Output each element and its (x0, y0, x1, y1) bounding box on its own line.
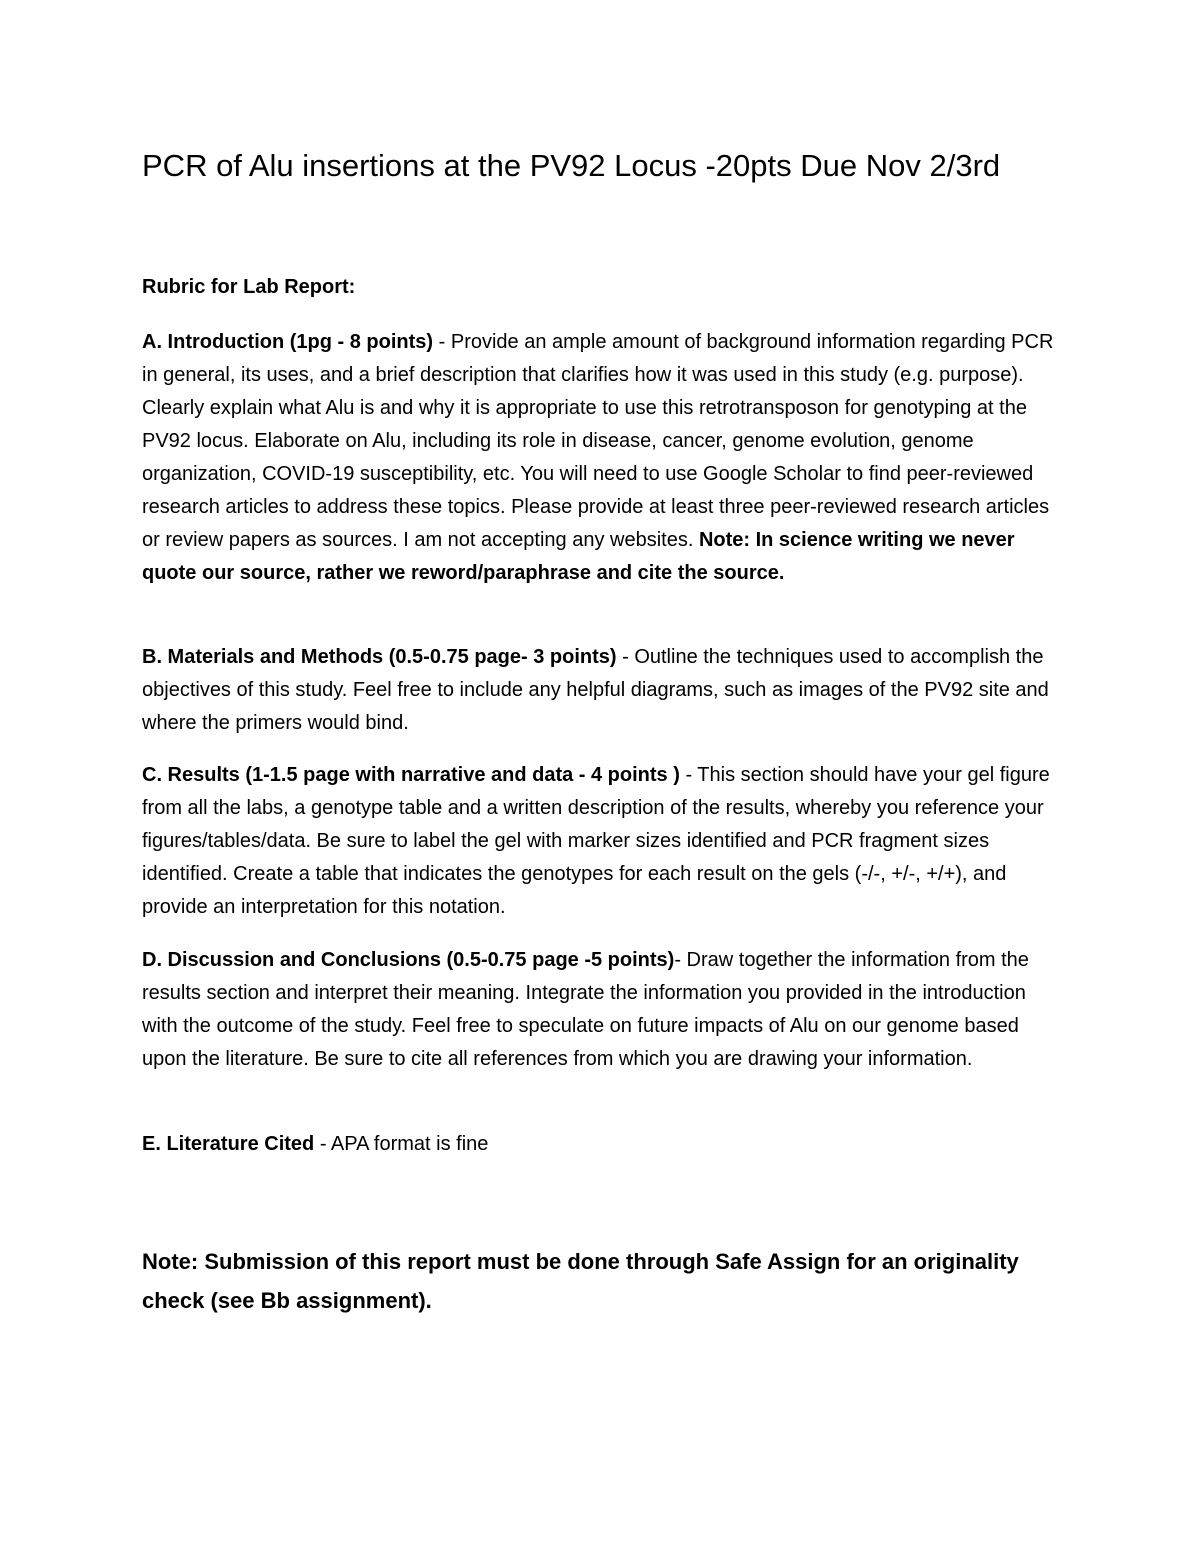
section-literature-cited (142, 1128, 1062, 1161)
section-heading: C. Results (1-1.5 page with narrative and data - 4 points ) (142, 764, 680, 786)
section-body: - Draw together the information from the results section and interpret their meaning. Integrate the information you provided in the introduction with the outcome of the study. Feel free to speculate on future impacts of Alu on our genome based upon the literature. Be sure to cite all references from which you are drawing your information. (142, 949, 1029, 1070)
section-discussion (142, 944, 1062, 1076)
section-introduction (142, 326, 1062, 590)
section-body: - Outline the techniques used to accomplish the objectives of this study. Feel free to include any helpful diagrams, such as images of the PV92 site and where the primers would bind. (142, 646, 1049, 734)
section-body: - Provide an ample amount of background information regarding PCR in general, its uses, and a brief description that clarifies how it was used in this study (e.g. purpose). Clearly explain what Alu is and why it is appropriate to use this retrotransposon for genotyping at the PV92 locus. Elaborate on Alu, including its role in disease, cancer, genome evolution, genome organization, COVID-19 susceptibility, etc. You will need to use Google Scholar to find peer-reviewed research articles to address these topics. Please provide at least three peer-reviewed research articles or review papers as sources. I am not accepting any websites. (142, 331, 1054, 551)
section-results (142, 759, 1062, 924)
section-heading: E. Literature Cited (142, 1133, 315, 1155)
document-title: PCR of Alu insertions at the PV92 Locus -20pts Due Nov 2/3rd (142, 148, 1001, 183)
section-heading: D. Discussion and Conclusions (0.5-0.75 page -5 points) (142, 949, 675, 971)
section-heading: B. Materials and Methods (0.5-0.75 page- 3 points) (142, 646, 617, 668)
submission-note: Note: Submission of this report must be done through Safe Assign for an originality check (see Bb assignment). (142, 1249, 1019, 1313)
rubric-heading: Rubric for Lab Report: (142, 276, 356, 298)
section-body: - APA format is fine (314, 1133, 489, 1155)
section-materials-methods (142, 641, 1062, 740)
section-note: Note: In science writing we never quote our source, rather we reword/paraphrase and cite the source. (142, 529, 1015, 584)
section-heading: A. Introduction (1pg - 8 points) (142, 331, 434, 353)
section-body: - This section should have your gel figure from all the labs, a genotype table and a written description of the results, whereby you reference your figures/tables/data. Be sure to label the gel with marker sizes identified and PCR fragment sizes identified. Create a table that indicates the genotypes for each result on the gels (-/-, +/-, +/+), and provide an interpretation for this notation. (142, 764, 1050, 918)
